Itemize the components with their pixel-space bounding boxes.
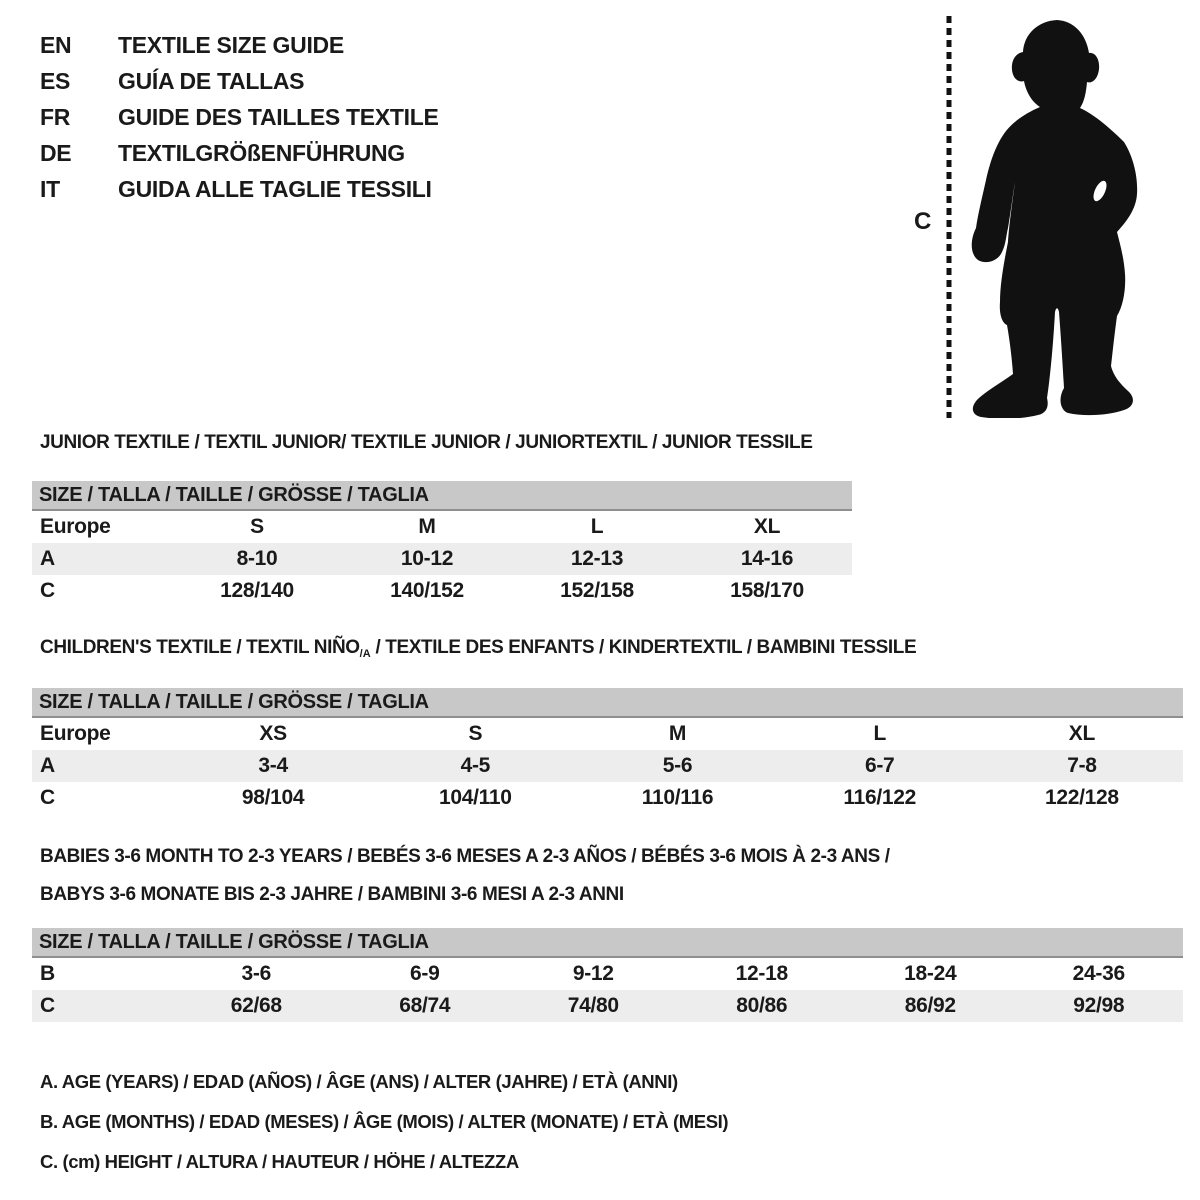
- table-cell: 128/140: [220, 579, 294, 602]
- size-header-text: SIZE / TALLA / TAILLE / GRÖSSE / TAGLIA: [39, 690, 429, 713]
- children-size-table: [32, 688, 1183, 814]
- row-label: C: [40, 994, 55, 1017]
- table-cell: 4-5: [460, 754, 491, 777]
- babies-section-title-line2: BABYS 3-6 MONATE BIS 2-3 JAHRE / BAMBINI 3-6 MESI A 2-3 ANNI: [40, 884, 624, 905]
- table-cell: 3-6: [241, 962, 271, 985]
- table-cell: 14-16: [740, 547, 794, 570]
- size-header-text: SIZE / TALLA / TAILLE / GRÖSSE / TAGLIA: [39, 930, 429, 953]
- children-section-title: [40, 637, 916, 660]
- table-cell: 110/116: [641, 786, 714, 809]
- table-cell: XS: [259, 722, 287, 745]
- table-cell: 98/104: [241, 786, 305, 809]
- table-cell: XL: [1068, 722, 1096, 745]
- junior-size-table: [32, 481, 852, 607]
- table-cell: 80/86: [736, 994, 788, 1017]
- table-cell: 152/158: [560, 579, 634, 602]
- table-cell: 8-10: [236, 547, 278, 570]
- table-cell: S: [468, 722, 483, 745]
- language-title: GUÍA DE TALLAS: [118, 67, 305, 94]
- legend-line-b: B. AGE (MONTHS) / EDAD (MESES) / ÂGE (MOIS) / ALTER (MONATE) / ETÀ (MESI): [40, 1111, 729, 1132]
- table-cell: 140/152: [390, 579, 464, 602]
- language-row-it: [40, 171, 439, 207]
- table-row-age: [32, 750, 1183, 782]
- height-measure-label: C: [914, 208, 932, 235]
- table-row-age: [32, 543, 852, 575]
- table-cell: 12-18: [735, 962, 788, 985]
- row-label: Europe: [40, 515, 111, 538]
- table-cell: 24-36: [1072, 962, 1125, 985]
- table-cell: XL: [753, 515, 781, 538]
- table-cell: 18-24: [904, 962, 957, 985]
- table-cell: 74/80: [567, 994, 619, 1017]
- language-code: FR: [40, 103, 71, 130]
- table-row-height: [32, 990, 1183, 1022]
- language-title: TEXTILGRÖßENFÜHRUNG: [118, 139, 405, 166]
- toddler-silhouette-icon: [968, 18, 1138, 418]
- table-cell: 12-13: [570, 547, 624, 570]
- row-label: B: [40, 962, 55, 985]
- table-cell: M: [418, 515, 436, 538]
- language-row-es: [40, 63, 439, 99]
- table-cell: 3-4: [258, 754, 288, 777]
- table-cell: 6-9: [410, 962, 440, 985]
- legend-line-a: A. AGE (YEARS) / EDAD (AÑOS) / ÂGE (ANS) / ALTER (JAHRE) / ETÀ (ANNI): [40, 1071, 678, 1092]
- table-cell: 68/74: [399, 994, 451, 1017]
- table-cell: 7-8: [1067, 754, 1097, 777]
- language-title: GUIDE DES TAILLES TEXTILE: [118, 103, 439, 130]
- table-cell: S: [250, 515, 264, 538]
- height-measure-dashed-line: [946, 16, 952, 418]
- size-header-bar: [32, 688, 1183, 718]
- table-cell: 158/170: [730, 579, 804, 602]
- table-row-height: [32, 782, 1183, 814]
- junior-section-title: JUNIOR TEXTILE / TEXTIL JUNIOR/ TEXTILE JUNIOR / JUNIORTEXTIL / JUNIOR TESSILE: [40, 432, 813, 453]
- children-title-main: CHILDREN'S TEXTILE / TEXTIL NIÑO: [40, 637, 360, 658]
- table-cell: L: [590, 515, 604, 538]
- language-code: ES: [40, 67, 71, 94]
- legend-line-c: C. (cm) HEIGHT / ALTURA / HAUTEUR / HÖHE / ALTEZZA: [40, 1151, 519, 1172]
- language-row-de: [40, 135, 439, 171]
- language-code: EN: [40, 31, 72, 58]
- table-cell: 86/92: [904, 994, 956, 1017]
- size-header-text: SIZE / TALLA / TAILLE / GRÖSSE / TAGLIA: [39, 483, 429, 506]
- table-cell: 104/110: [438, 786, 512, 809]
- size-header-bar: [32, 928, 1183, 958]
- table-cell: 116/122: [843, 786, 917, 809]
- table-cell: M: [668, 722, 687, 745]
- language-code: DE: [40, 139, 72, 166]
- babies-size-table: [32, 928, 1183, 1022]
- language-code: IT: [40, 175, 60, 202]
- row-label: A: [40, 754, 55, 777]
- table-cell: 10-12: [400, 547, 454, 570]
- row-label: Europe: [40, 722, 111, 745]
- table-row-europe: [32, 718, 1183, 750]
- table-cell: 122/128: [1045, 786, 1119, 809]
- table-row-europe: [32, 511, 852, 543]
- row-label: C: [40, 579, 55, 602]
- table-cell: L: [873, 722, 886, 745]
- language-row-fr: [40, 99, 439, 135]
- table-row-age-months: [32, 958, 1183, 990]
- language-title-list: [40, 27, 439, 207]
- language-row-en: [40, 27, 439, 63]
- children-title-subscript: /A: [359, 648, 371, 660]
- table-row-height: [32, 575, 852, 607]
- row-label: C: [40, 786, 55, 809]
- row-label: A: [40, 547, 55, 570]
- measure-legend: [40, 1062, 728, 1182]
- language-title: TEXTILE SIZE GUIDE: [118, 31, 344, 58]
- babies-section-title-line1: BABIES 3-6 MONTH TO 2-3 YEARS / BEBÉS 3-6 MESES A 2-3 AÑOS / BÉBÉS 3-6 MOIS À 2-3 ANS /: [40, 846, 890, 867]
- table-cell: 92/98: [1073, 994, 1125, 1017]
- language-title: GUIDA ALLE TAGLIE TESSILI: [118, 175, 432, 202]
- table-cell: 6-7: [864, 754, 895, 777]
- size-header-bar: [32, 481, 852, 511]
- children-title-rest: / TEXTILE DES ENFANTS / KINDERTEXTIL / BAMBINI TESSILE: [370, 637, 917, 658]
- table-cell: 9-12: [572, 962, 614, 985]
- table-cell: 5-6: [662, 754, 693, 777]
- table-cell: 62/68: [230, 994, 282, 1017]
